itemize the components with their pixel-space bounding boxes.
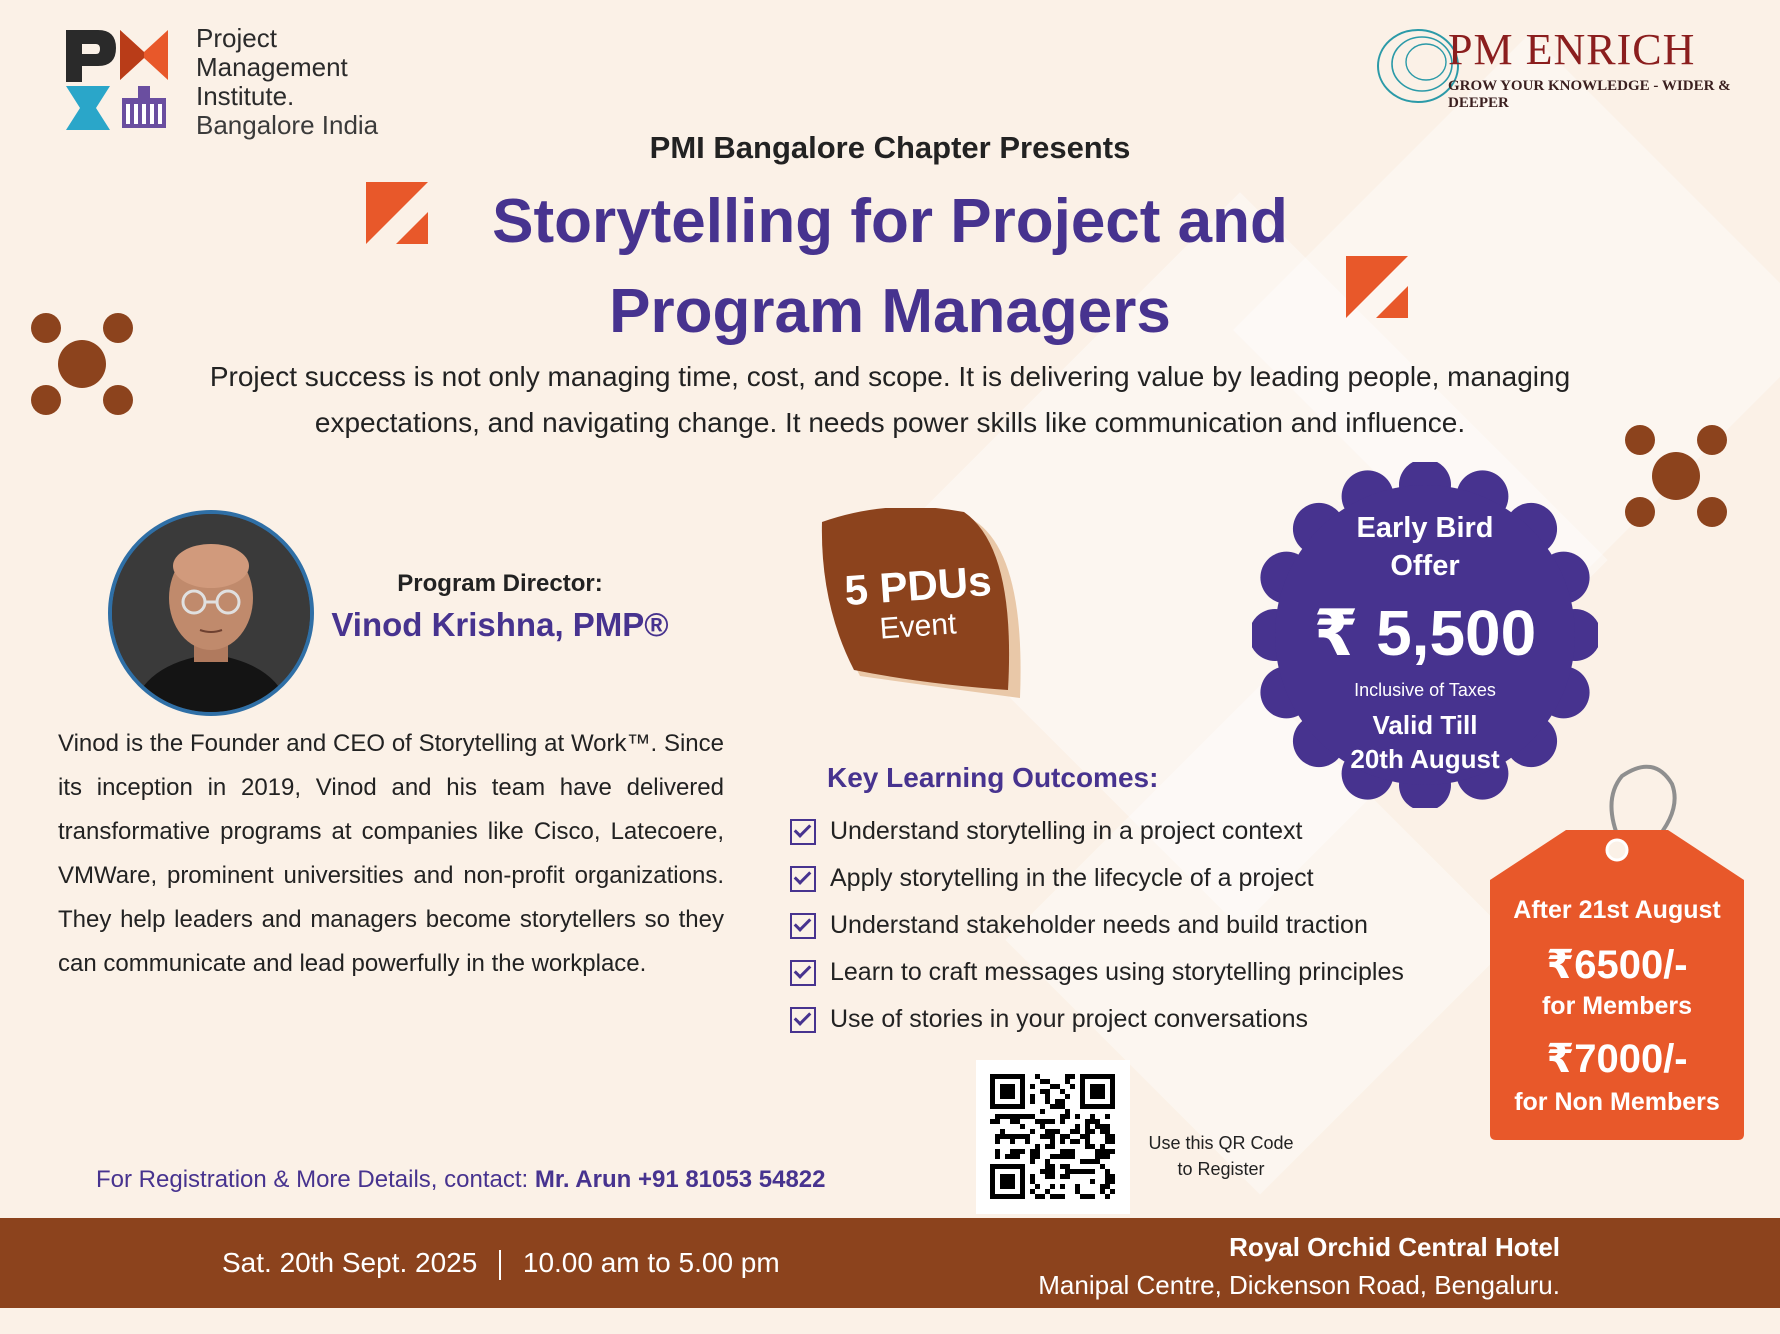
early-bird-line2: Offer	[1390, 550, 1460, 582]
outcome-text: Use of stories in your project conversations	[830, 1005, 1308, 1033]
pmi-line: Bangalore India	[196, 110, 379, 140]
checkbox-checked-icon	[790, 866, 816, 892]
outcome-text: Understand storytelling in a project context	[830, 817, 1303, 845]
outcome-item	[790, 808, 1404, 855]
early-bird-tax-note: Inclusive of Taxes	[1354, 680, 1496, 700]
outcome-text: Apply storytelling in the lifecycle of a project	[830, 864, 1314, 892]
checkbox-checked-icon	[790, 913, 816, 939]
contact-prefix: For Registration & More Details, contact:	[96, 1166, 529, 1193]
event-title-line1: Storytelling for Project and	[492, 187, 1288, 256]
early-bird-price: ₹ 5,500	[1313, 597, 1537, 669]
outcome-item	[790, 855, 1404, 902]
pmi-logo-text	[196, 24, 378, 140]
director-name: Vinod Krishna, PMP®	[331, 606, 669, 643]
presents-heading: PMI Bangalore Chapter Presents	[649, 130, 1131, 165]
contact-person[interactable]: Mr. Arun +91 81053 54822	[534, 1166, 826, 1193]
checkbox-checked-icon	[790, 819, 816, 845]
qr-caption-line: Use this QR Code	[1148, 1133, 1294, 1153]
pm-enrich-tagline: GROW YOUR KNOWLEDGE - WIDER & DEEPER	[1448, 78, 1731, 111]
early-bird-valid-date: 20th August	[1350, 744, 1500, 774]
pmi-line: Project	[196, 23, 277, 53]
pmi-logo-mark	[64, 28, 176, 132]
checkbox-checked-icon	[790, 960, 816, 986]
pmi-line: Institute.	[196, 81, 295, 111]
member-label: for Members	[1541, 992, 1693, 1020]
event-title-line2: Program Managers	[609, 277, 1171, 346]
nonmember-price: ₹7000/-	[1546, 1037, 1688, 1081]
intro-paragraph	[150, 354, 1630, 446]
pmi-line: Management	[196, 52, 348, 82]
outcome-text: Learn to craft messages using storytelling principles	[830, 958, 1404, 986]
venue-name: Royal Orchid Central Hotel	[1229, 1232, 1560, 1262]
pdu-label: Event	[878, 607, 958, 646]
after-date-heading: After 21st August	[1513, 896, 1721, 924]
pm-enrich-name: PM ENRICH	[1448, 25, 1696, 74]
intro-line: Project success is not only managing time, cost, and scope. It is delivering value by leading people, managing	[209, 361, 1571, 392]
outcome-item	[790, 949, 1404, 996]
registration-qr-code[interactable]	[976, 1060, 1130, 1214]
outcome-text: Understand stakeholder needs and build traction	[830, 911, 1368, 939]
qr-code-icon	[976, 1060, 1130, 1214]
outcomes-list	[790, 808, 1404, 1043]
divider	[499, 1250, 501, 1280]
event-datetime	[222, 1247, 780, 1280]
speaker-photo	[108, 510, 314, 716]
contact-line	[96, 1166, 825, 1194]
early-bird-line1: Early Bird	[1356, 512, 1494, 544]
dot-cluster-decoration	[1624, 424, 1728, 528]
outcome-item	[790, 996, 1404, 1043]
qr-caption-line: to Register	[1177, 1159, 1265, 1179]
outcomes-heading: Key Learning Outcomes:	[827, 762, 1159, 793]
early-bird-valid-label: Valid Till	[1372, 710, 1478, 740]
event-date: Sat. 20th Sept. 2025	[222, 1247, 478, 1278]
intro-line: expectations, and navigating change. It needs power skills like communication and influence.	[314, 407, 1466, 438]
nonmember-label: for Non Members	[1514, 1088, 1720, 1116]
pm-enrich-swirl-icon	[1370, 24, 1460, 108]
dot-cluster-decoration	[30, 312, 134, 416]
member-price: ₹6500/-	[1546, 943, 1688, 987]
event-time: 10.00 am to 5.00 pm	[522, 1247, 780, 1278]
director-bio: Vinod is the Founder and CEO of Storytelling at Work™. Since its inception in 2019, Vinod and his team have delivered transformative programs at companies like Cisco, Latecoere, VMWare, prominent universities and non-profit organizations. They help leaders and managers become storytellers so they can communicate and lead powerfully in the workplace.	[58, 730, 724, 977]
qr-caption	[1136, 1130, 1306, 1182]
outcome-item	[790, 902, 1404, 949]
pdu-count: 5 PDUs	[842, 556, 993, 615]
director-label: Program Director:	[397, 570, 603, 597]
venue-address: Manipal Centre, Dickenson Road, Bengaluru.	[1038, 1270, 1560, 1300]
checkbox-checked-icon	[790, 1007, 816, 1033]
speaker-portrait-icon	[112, 514, 310, 712]
